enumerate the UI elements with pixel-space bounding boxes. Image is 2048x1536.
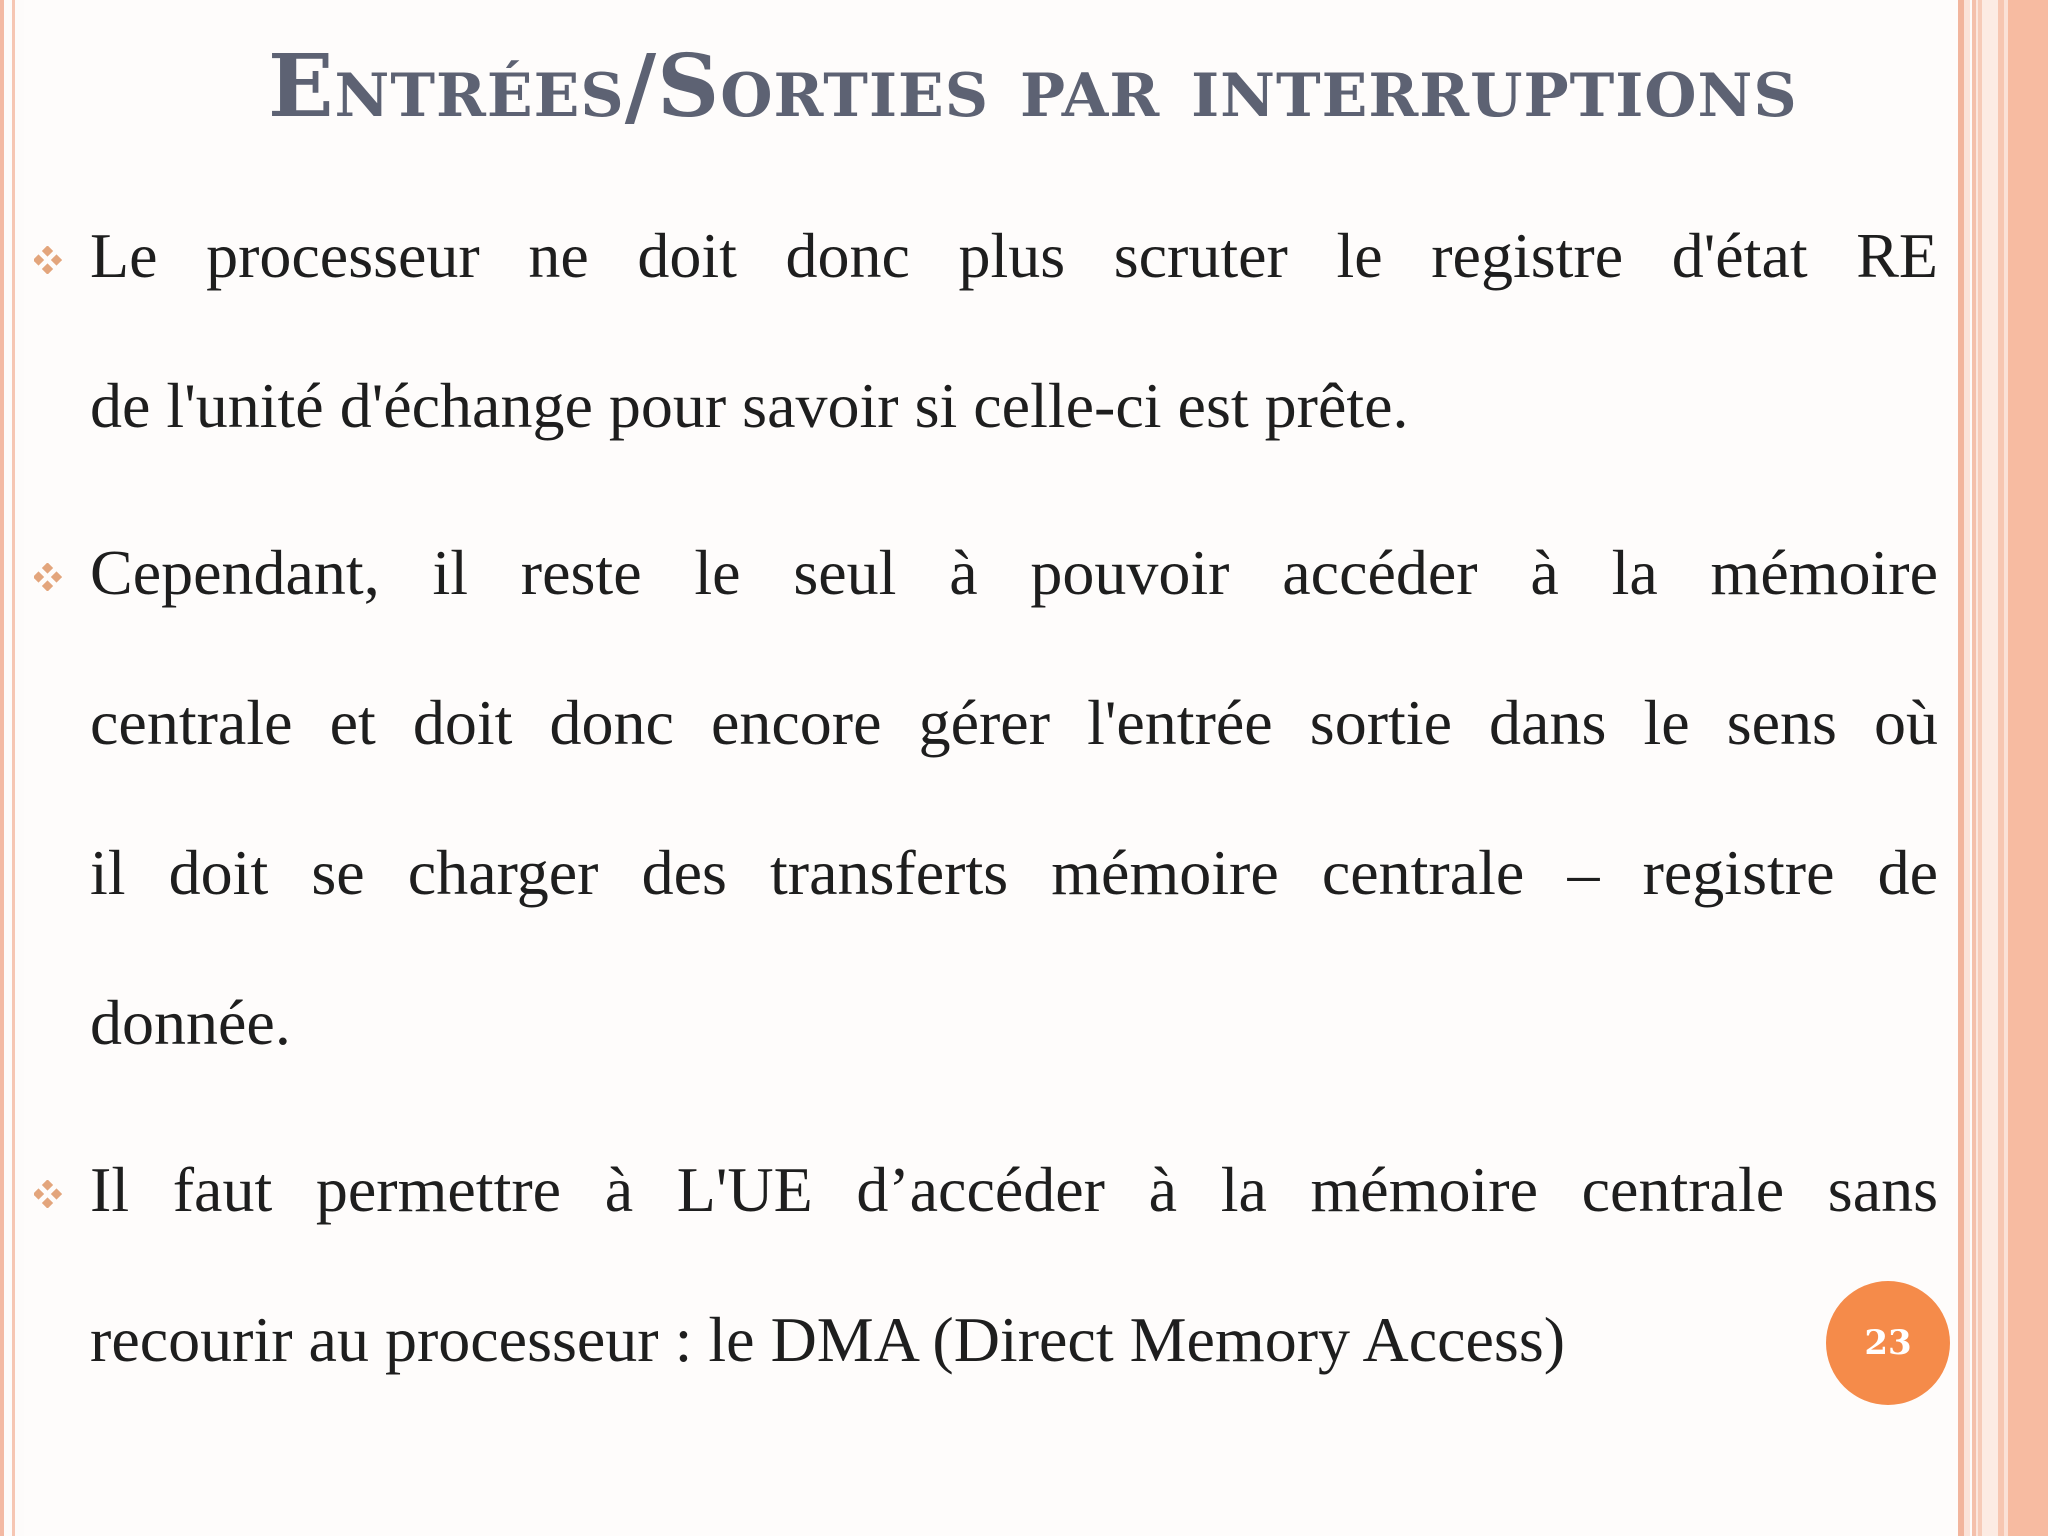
bullet-3-line-1: Il faut permettre à L'UE d’accéder à la mémoire centrale sans [90,1154,1938,1225]
bullet-2-line-2: centrale et doit donc encore gérer l'entrée sortie dans le sens où [90,687,1938,758]
left-border-line [0,0,4,1536]
right-border-stripe [1982,0,1998,1536]
bullet-2-line-1: Cependant, il reste le seul à pouvoir accéder à la mémoire [90,537,1938,608]
slide-title: Entrées/Sorties par interruptions [268,36,1798,137]
bullet-2-line-4: donnée. [90,987,291,1058]
bullet-2-line-3: il doit se charger des transferts mémoire centrale – registre de [90,837,1938,908]
left-border-line [12,0,15,1536]
bullet-1-line-2: de l'unité d'échange pour savoir si celle-ci est prête. [90,370,1409,441]
diamond-bullet-icon [34,246,62,274]
right-border-stripe [2008,0,2048,1536]
diamond-bullet-icon [34,1180,62,1208]
right-border-stripe [1964,0,1970,1536]
bullet-1-line-1: Le processeur ne doit donc plus scruter le registre d'état RE [90,220,1938,291]
page-number-badge: 23 [1826,1281,1950,1405]
bullet-3-line-2: recourir au processeur : le DMA (Direct Memory Access) [90,1304,1566,1375]
diamond-bullet-icon [34,563,62,591]
